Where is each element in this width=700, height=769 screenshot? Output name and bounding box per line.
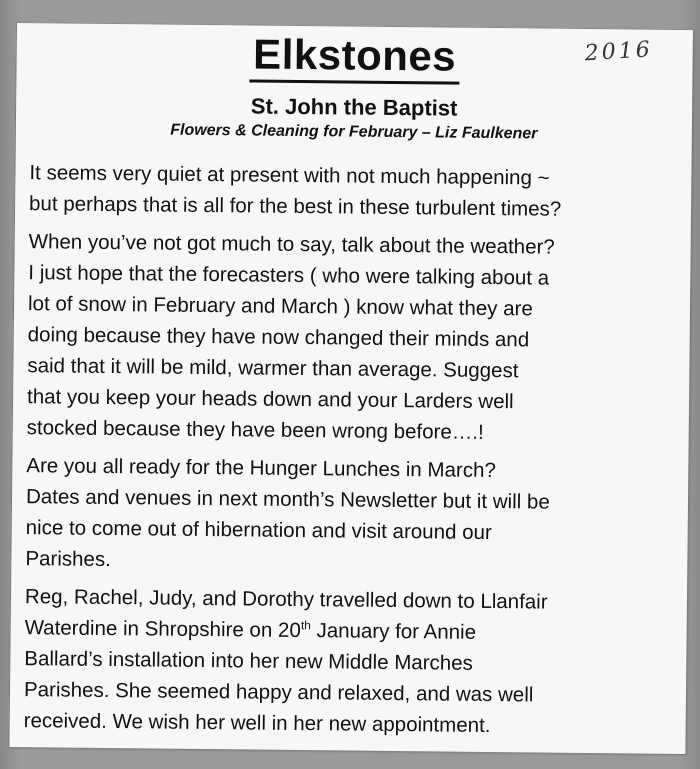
paragraph-4 [24, 581, 680, 743]
paragraph-3 [25, 450, 680, 581]
paragraph-2 [27, 226, 683, 450]
text-line: said that it will be mild, warmer than average. Suggest [27, 354, 519, 383]
text-line: doing because they have now changed their minds and [27, 323, 530, 352]
text-line: Are you all ready for the Hunger Lunches in March? [26, 454, 496, 483]
text-line: When you’ve not got much to say, talk about the weather? [28, 230, 555, 259]
rota-line: Flowers & Cleaning for February – Liz Faulkener [170, 121, 538, 143]
text-line: Parishes. [25, 547, 111, 572]
newsletter-clipping [8, 22, 693, 754]
text-line: that you keep your heads down and your Larders well [26, 385, 514, 414]
text-line: Parishes. She seemed happy and relaxed, and was well [23, 678, 534, 707]
paragraph-1 [29, 157, 684, 226]
text-line: stocked because they have been wrong before….! [26, 416, 484, 444]
text-line: Reg, Rachel, Judy, and Dorothy travelled down to Llanfair [24, 585, 548, 614]
text-line: but perhaps that is all for the best in these turbulent times? [28, 192, 562, 221]
article-body [23, 157, 683, 750]
text-fragment: Waterdine in Shropshire on 20 [24, 616, 301, 643]
text-fragment: January for Annie [310, 619, 477, 644]
church-name: St. John the Baptist [250, 93, 458, 121]
text-line: received. We wish her well in her new appointment. [23, 709, 491, 738]
title-text: Elkstones [249, 31, 460, 84]
ordinal-suffix: th [300, 618, 311, 633]
text-line: nice to come out of hibernation and visit around our [25, 516, 492, 545]
handwritten-note: 2016 [584, 37, 654, 67]
text-line: lot of snow in February and March ) know what they are [27, 292, 533, 321]
text-line: Ballard’s installation into her new Middle Marches [24, 647, 474, 675]
text-line: Dates and venues in next month’s Newsletter but it will be [25, 485, 550, 514]
text-line: I just hope that the forecasters ( who were talking about a [28, 261, 550, 290]
text-line: It seems very quiet at present with not much happening ~ [29, 161, 550, 190]
